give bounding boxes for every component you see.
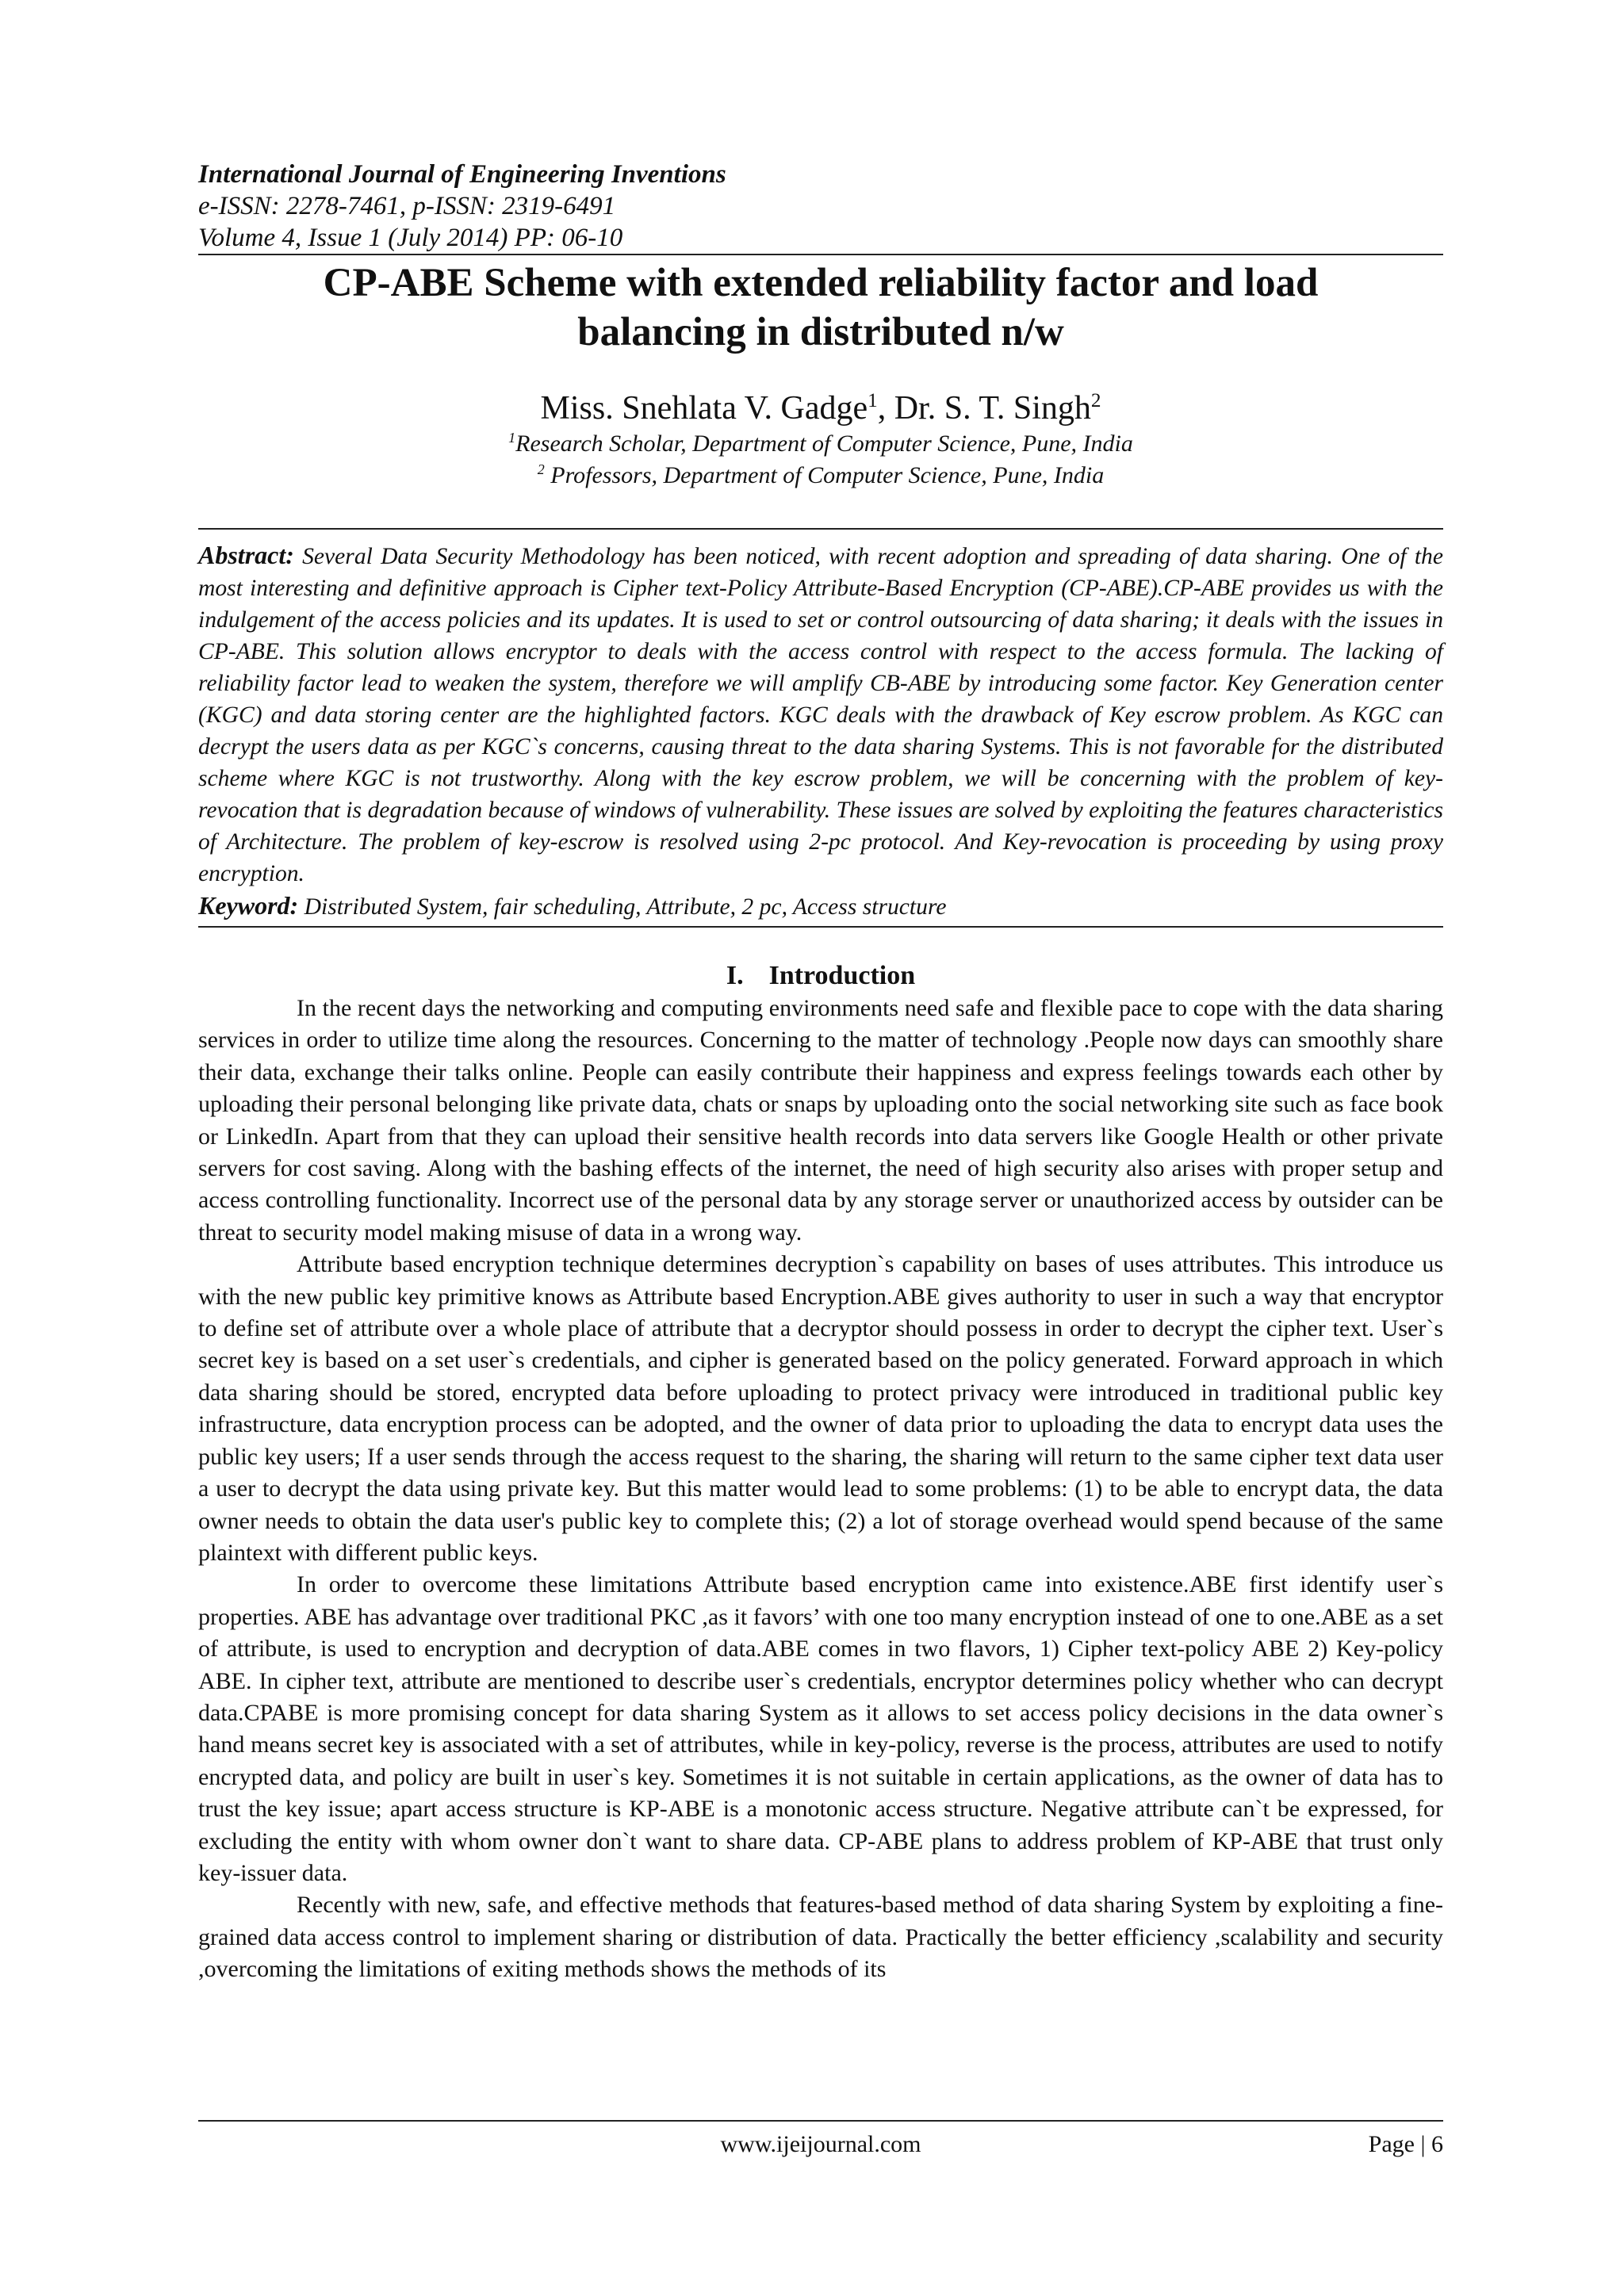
footer-url[interactable]: www.ijeijournal.com	[720, 2131, 921, 2157]
footer-page-number: Page | 6	[1368, 2131, 1443, 2157]
paper-title	[198, 258, 1443, 357]
section-heading	[198, 959, 1443, 993]
body-paragraph-2: Attribute based encryption technique determines decryption`s capability on bases of uses attributes. This introduce us with the new public key primitive knows as Attribute based Encryption.ABE gives authority to user in such a way that encryptor to define set of attribute over a whole place of attribute that a decryptor should possess in order to decrypt the cipher text. User`s secret key is based on a set user`s credentials, and cipher is generated based on the policy generated. Forward approach in which data sharing should be stored, encrypted data before uploading to protect privacy were introduced in traditional public key infrastructure, data encryption process can be adopted, and the owner of data prior to uploading the data to encrypt data uses the public key users; If a user sends through the access request to the sharing, the sharing will return to the same cipher text data user a user to decrypt the data using private key. But this matter would lead to some problems: (1) to be able to encrypt data, the data owner needs to obtain the data user's public key to complete this; (2) a lot of storage overhead would spend because of the same plaintext with different public keys.	[198, 1251, 1443, 1566]
section-title: Introduction	[768, 961, 916, 990]
author-2: Dr. S. T. Singh	[894, 390, 1091, 427]
paper-page	[198, 159, 1443, 1986]
author-separator: ,	[877, 390, 894, 427]
affiliation-1	[198, 428, 1443, 460]
abstract-label: Abstract:	[198, 541, 294, 569]
header-rule	[198, 254, 1443, 255]
affiliation-2	[198, 460, 1443, 492]
affiliation-1-mark: 1	[508, 430, 516, 446]
abstract	[198, 528, 1443, 890]
body-paragraph-3: In order to overcome these limitations Attribute based encryption came into existence.ABE first identify user`s properties. ABE has advantage over traditional PKC ,as it favors’ with one too many encryption instead of one to one.ABE as a set of attribute, is used to encryption and decryption of data.ABE comes in two flavors, 1) Cipher text-policy ABE 2) Key-policy ABE. In cipher text, attribute are mentioned to describe user`s credentials, encryptor determines policy whether who can decrypt data.CPABE is more promising concept for data sharing System as it allows to set access policy decisions in the data owner`s hand means secret key is associated with a set of attributes, while in key-policy, reverse is the process, attributes are used to notify encrypted data, and policy are built in user`s key. Sometimes it is not suitable in certain applications, as the owner of data has to trust the key issue; apart access structure is KP-ABE is a monotonic access structure. Negative attribute can`t be expressed, for excluding the entity with whom owner don`t want to share data. CP-ABE plans to address problem of KP-ABE that trust only key-issuer data.	[198, 1571, 1443, 1886]
body-paragraph-1: In the recent days the networking and computing environments need safe and flexible pace to cope with the data sharing services in order to utilize time along the resources. Concerning to the matter of technology .People now days can smoothly share their data, exchange their talks online. People can easily contribute their happiness and express feelings towards each other by uploading their personal belonging like private data, chats or snaps by uploading onto the social networking site such as face book or LinkedIn. Apart from that they can upload their sensitive health records into data servers like Google Health or other private servers for cost saving. Along with the bashing effects of the internet, the need of high security also arises with proper setup and access controlling functionality. Incorrect use of the personal data by any storage server or unauthorized access by outsider can be threat to security model making misuse of data in a wrong way.	[198, 995, 1443, 1246]
section-body	[198, 993, 1443, 1986]
journal-issn: e-ISSN: 2278-7461, p-ISSN: 2319-6491	[198, 192, 616, 220]
journal-volume: Volume 4, Issue 1 (July 2014) PP: 06-10	[198, 224, 623, 252]
keywords	[198, 890, 1443, 928]
section-number: I.	[726, 961, 744, 990]
keywords-text: Distributed System, fair scheduling, Attribute, 2 pc, Access structure	[298, 894, 947, 920]
author-1: Miss. Snehlata V. Gadge	[540, 390, 868, 427]
body-paragraph-4: Recently with new, safe, and effective methods that features-based method of data sharing System by exploiting a fine-grained data access control to implement sharing or distribution of data. Practically the better efficiency ,scalability and security ,overcoming the limitations of exiting methods shows the methods of its	[198, 1892, 1443, 1983]
abstract-text: Several Data Security Methodology has been noticed, with recent adoption and spreading of data sharing. One of the most interesting and definitive approach is Cipher text-Policy Attribute-Based Encryption (CP-ABE).CP-ABE provides us with the indulgement of the access policies and its updates. It is used to set or control outsourcing of data sharing; it deals with the issues in CP-ABE. This solution allows encryptor to deals with the access control with respect to the access formula. The lacking of reliability factor lead to weaken the system, therefore we will amplify CB-ABE by introducing some factor. Key Generation center (KGC) and data storing center are the highlighted factors. KGC deals with the drawback of Key escrow problem. As KGC can decrypt the users data as per KGC`s concerns, causing threat to the data sharing Systems. This is not favorable for the distributed scheme where KGC is not trustworthy. Along with the key escrow problem, we will be concerning with the problem of key-revocation that is degradation because of windows of vulnerability. These issues are solved by exploiting the features characteristics of Architecture. The problem of key-escrow is resolved using 2-pc protocol. And Key-revocation is proceeding by using proxy encryption.	[198, 544, 1443, 886]
author-line	[198, 388, 1443, 428]
paper-title-line-2: balancing in distributed n/w	[577, 310, 1064, 354]
journal-name: International Journal of Engineering Inventions	[198, 160, 726, 189]
affiliation-2-mark: 2	[537, 461, 545, 477]
keywords-label: Keyword:	[198, 891, 299, 920]
paper-title-line-1: CP-ABE Scheme with extended reliability factor and load	[323, 261, 1319, 305]
affiliation-1-text: Research Scholar, Department of Computer Science, Pune, India	[515, 430, 1133, 457]
author-1-affil-mark: 1	[868, 390, 878, 411]
page-footer	[198, 2120, 1443, 2160]
affiliation-2-text: Professors, Department of Computer Science, Pune, India	[544, 462, 1105, 488]
author-2-affil-mark: 2	[1090, 390, 1101, 411]
